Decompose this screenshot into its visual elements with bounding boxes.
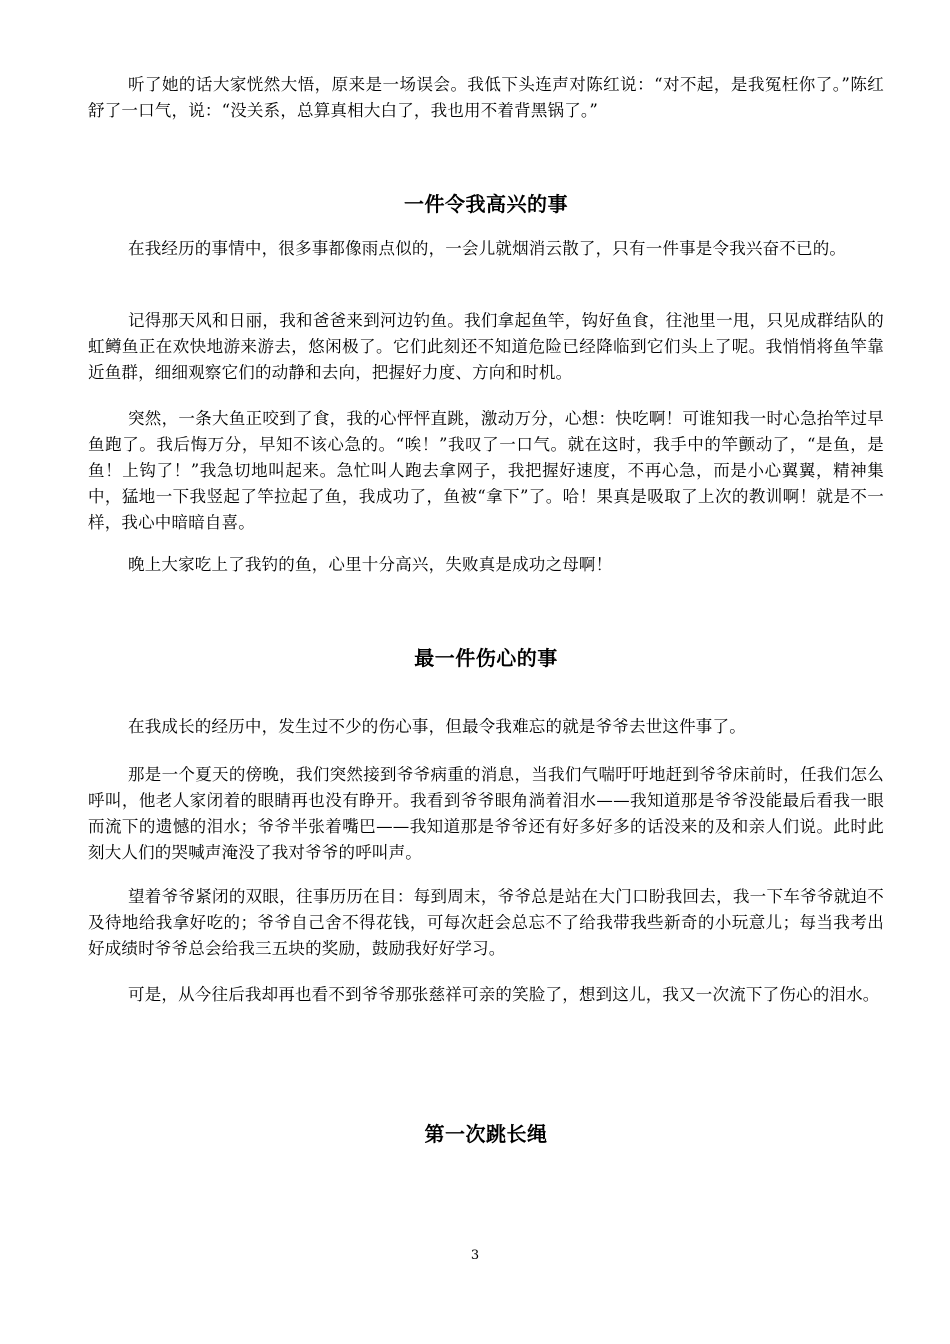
sad-paragraph-2: 那是一个夏天的傍晚，我们突然接到爷爷病重的消息，当我们气喘吁吁地赶到爷爷床前时，任我们怎么呼叫，他老人家闭着的眼睛再也没有睁开。我看到爷爷眼角淌着泪水——我知道那是爷爷没能最后看我一眼而流下的遗憾的泪水；爷爷半张着嘴巴——我知道那是爷爷还有好多好多的话没来的及和亲人们说。此时此刻大人们的哭喊声淹没了我对爷爷的呼叫声。 [88,765,884,862]
happy-paragraph-2: 记得那天风和日丽，我和爸爸来到河边钓鱼。我们拿起鱼竿，钩好鱼食，往池里一甩，只见成群结队的虹鳟鱼正在欢快地游来游去，悠闲极了。它们此刻还不知道危险已经降临到它们头上了呢。我悄悄将鱼竿靠近鱼群，细细观察它们的动静和去向，把握好力度、方向和时机。 [88,311,884,382]
intro-paragraph: 听了她的话大家恍然大悟，原来是一场误会。我低下头连声对陈红说：“对不起，是我冤枉你了。”陈红舒了一口气，说：“没关系，总算真相大白了，我也用不着背黑锅了。” [88,75,884,120]
happy-paragraph-3: 突然，一条大鱼正咬到了食，我的心怦怦直跳，激动万分，心想：快吃啊！可谁知我一时心急抬竿过早鱼跑了。我后悔万分，早知不该心急的。“唉！”我叹了一口气。就在这时，我手中的竿颤动了，“是鱼，是鱼！上钩了！”我急切地叫起来。急忙叫人跑去拿网子，我把握好速度，不再心急，而是小心翼翼，精神集中，猛地一下我竖起了竿拉起了鱼，我成功了，鱼被“拿下”了。哈！果真是吸取了上次的教训啊！就是不一样，我心中暗暗自喜。 [88,409,884,532]
page-number: 3 [470,1248,480,1263]
section-title-sad: 最一件伤心的事 [414,646,558,670]
section-title-jump-rope: 第一次跳长绳 [424,1122,548,1146]
sad-paragraph-1: 在我成长的经历中，发生过不少的伤心事，但最令我难忘的就是爷爷去世这件事了。 [128,717,746,736]
happy-paragraph-4: 晚上大家吃上了我钓的鱼，心里十分高兴，失败真是成功之母啊！ [128,555,613,574]
sad-paragraph-4: 可是，从今往后我却再也看不到爷爷那张慈祥可亲的笑脸了，想到这儿，我又一次流下了伤心的泪水。 [128,985,880,1004]
section-title-happy: 一件令我高兴的事 [404,192,568,216]
sad-paragraph-3: 望着爷爷紧闭的双眼，往事历历在目：每到周末，爷爷总是站在大门口盼我回去，我一下车爷爷就迫不及待地给我拿好吃的；爷爷自己舍不得花钱，可每次赶会总忘不了给我带我些新奇的小玩意儿；每当我考出好成绩时爷爷总会给我三五块的奖励，鼓励我好好学习。 [88,887,884,958]
happy-paragraph-1: 在我经历的事情中，很多事都像雨点似的，一会儿就烟消云散了，只有一件事是令我兴奋不已的。 [128,239,847,258]
